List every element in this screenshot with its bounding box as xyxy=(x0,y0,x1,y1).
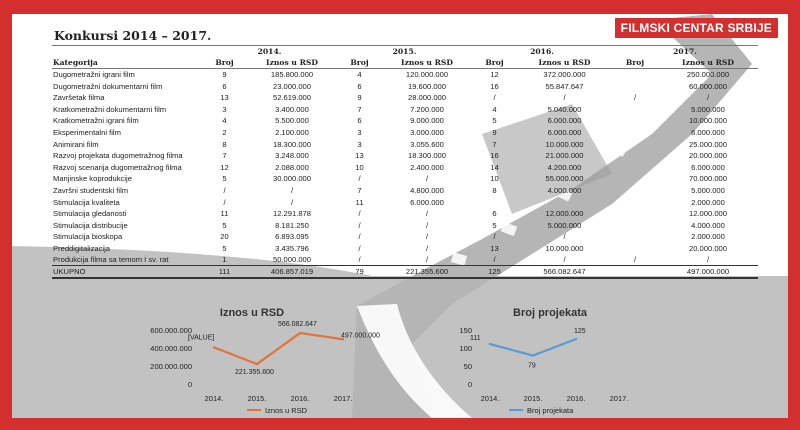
cell-iznos: 6.000.000 xyxy=(691,127,725,137)
cell-broj: / xyxy=(493,232,496,242)
cell-iznos: 23.000.000 xyxy=(272,81,311,91)
cell-iznos: 28.000.000 xyxy=(407,93,446,103)
cell-broj: 3 xyxy=(222,104,227,114)
cell-iznos: 7.200.000 xyxy=(410,104,444,114)
table-row xyxy=(52,161,758,173)
category-name: Razvoj scenarija dugometražnog filma xyxy=(53,162,182,172)
cell-iznos: 20.000.000 xyxy=(688,151,727,161)
data-point xyxy=(213,346,215,348)
cell-broj: 6 xyxy=(357,116,362,126)
header-iznos: Iznos u RSD xyxy=(517,57,612,69)
cell-iznos: / xyxy=(425,243,429,253)
header-broj: Broj xyxy=(472,57,517,69)
data-label: 125 xyxy=(574,328,586,335)
y-tick-label: 0 xyxy=(467,380,472,389)
cell-iznos: 5.000.000 xyxy=(691,185,725,195)
cell-broj: 7 xyxy=(492,139,497,149)
cell-iznos: 3.248.000 xyxy=(275,151,309,161)
cell-broj xyxy=(612,185,658,197)
charts-area xyxy=(12,302,788,418)
cell-broj: 11 xyxy=(220,209,229,219)
y-tick-label: 0 xyxy=(187,380,192,389)
x-tick-label: 2016. xyxy=(290,394,310,403)
legend-label: Iznos u RSD xyxy=(265,406,308,415)
data-label: 111 xyxy=(470,335,481,343)
cell-broj: 5 xyxy=(222,220,227,230)
table-row xyxy=(52,115,758,127)
cell-broj: 4 xyxy=(222,116,227,126)
cell-iznos: 20.000.000 xyxy=(688,243,727,253)
category-name: Stimulacija bioskopa xyxy=(53,232,123,242)
cell-broj: 9 xyxy=(357,93,362,103)
column-header-row xyxy=(52,57,758,69)
cell-broj: / xyxy=(223,185,226,195)
cell-iznos: / xyxy=(290,197,294,207)
cell-iznos: 9.000.000 xyxy=(410,116,444,126)
cell-iznos: / xyxy=(425,209,429,219)
category-name: Završetak filma xyxy=(53,93,105,103)
cell-broj: / xyxy=(493,93,496,103)
cell-iznos: 10.000.000 xyxy=(545,139,584,149)
cell-iznos: / xyxy=(425,255,429,265)
cell-iznos: 6.000.000 xyxy=(547,116,582,126)
year-header-2016: 2016. xyxy=(472,46,612,58)
cell-broj: 5 xyxy=(492,220,497,230)
table-row xyxy=(52,127,758,139)
table-row xyxy=(52,243,758,255)
cell-broj xyxy=(612,231,658,243)
cell-iznos: 18.300.000 xyxy=(407,151,446,161)
cell-iznos: 19.600.000 xyxy=(407,81,446,91)
x-tick-label: 2014. xyxy=(204,394,224,403)
series-line xyxy=(214,333,343,364)
cell-iznos: 55.000.000 xyxy=(545,174,584,184)
cell-broj xyxy=(472,196,517,208)
cell-iznos: 2.100.000 xyxy=(275,127,309,137)
cell-iznos: 2.000.000 xyxy=(691,232,725,242)
cell-iznos: 10.000.000 xyxy=(545,243,584,253)
cell-broj: 7 xyxy=(222,151,227,161)
year-header-row xyxy=(52,46,758,58)
cell-iznos: 185.800.000 xyxy=(270,70,314,80)
total-label: UKUPNO xyxy=(52,266,202,279)
category-name: Stimulacija kvaliteta xyxy=(53,197,120,207)
cell-iznos: 5.040.000 xyxy=(547,104,582,114)
table-row xyxy=(52,196,758,208)
x-tick-label: 2014. xyxy=(480,394,500,403)
x-tick-label: 2017. xyxy=(333,394,353,403)
category-name: Stimulacija distribucije xyxy=(53,220,128,230)
cell-iznos: 4.000.000 xyxy=(691,220,725,230)
brand-logo: FILMSKI CENTAR SRBIJE xyxy=(615,18,778,38)
cell-broj xyxy=(612,115,658,127)
cell-broj: 7 xyxy=(357,104,362,114)
cell-iznos: / xyxy=(563,232,566,242)
header-iznos: Iznos u RSD xyxy=(247,57,337,69)
cell-broj: 4 xyxy=(492,104,497,114)
data-point xyxy=(256,363,258,365)
cell-broj xyxy=(612,208,658,220)
cell-iznos: 10.000.000 xyxy=(688,116,727,126)
data-label: 79 xyxy=(528,362,536,370)
cell-broj: / xyxy=(223,197,226,207)
cell-broj: 4 xyxy=(357,70,362,80)
cell-iznos: 4.000.000 xyxy=(547,185,582,195)
cell-broj: 12 xyxy=(220,162,229,172)
data-label: 221.355.600 xyxy=(235,369,274,377)
cell-broj: 20 xyxy=(220,232,229,242)
cell-iznos: 3.400.000 xyxy=(275,104,309,114)
table-row xyxy=(52,173,758,185)
cell-broj: 8 xyxy=(222,139,227,149)
cell-iznos: 4.800.000 xyxy=(410,185,444,195)
cell-broj: / xyxy=(358,174,361,184)
cell-broj xyxy=(612,196,658,208)
cell-broj: / xyxy=(358,255,361,265)
cell-iznos: 60.000.000 xyxy=(688,81,727,91)
year-header-2015: 2015. xyxy=(337,46,472,58)
cell-iznos: 30.000.000 xyxy=(272,174,311,184)
cell-broj: 5 xyxy=(222,174,227,184)
cell-broj: 8 xyxy=(492,185,497,195)
cell-broj: 125 xyxy=(472,266,517,279)
cell-broj xyxy=(612,266,658,279)
data-point xyxy=(299,332,301,334)
header-iznos: Iznos u RSD xyxy=(658,57,758,69)
cell-broj xyxy=(612,161,658,173)
header-kategorija: Kategorija xyxy=(52,57,202,69)
category-name: Stimulacija gledanosti xyxy=(53,209,127,219)
page-title: Konkursi 2014 – 2017. xyxy=(54,28,212,43)
cell-iznos: 6.000.000 xyxy=(547,127,582,137)
cell-iznos: 3.055.600 xyxy=(410,139,444,149)
cell-broj: 13 xyxy=(490,243,499,253)
cell-iznos: 2.000.000 xyxy=(691,197,725,207)
category-name: Eksperimentalni film xyxy=(53,127,121,137)
header-iznos: Iznos u RSD xyxy=(382,57,472,69)
cell-iznos: 2.400.000 xyxy=(410,162,444,172)
data-label: 497.000.000 xyxy=(341,332,380,340)
series-line xyxy=(490,339,576,356)
category-name: Dugometražni igrani film xyxy=(53,70,135,80)
cell-iznos: 70.000.000 xyxy=(688,174,727,184)
cell-iznos: 52.619.000 xyxy=(272,93,311,103)
cell-broj: / xyxy=(633,255,637,265)
header-broj: Broj xyxy=(612,57,658,69)
category-name: Kratkometražni dokumentarni film xyxy=(53,104,167,114)
cell-broj: 6 xyxy=(357,81,362,91)
cell-iznos: / xyxy=(563,93,566,103)
data-point xyxy=(575,338,577,340)
category-name: Kratkometražni igrani film xyxy=(53,116,139,126)
table-row xyxy=(52,92,758,104)
data-point xyxy=(532,354,534,356)
x-tick-label: 2017. xyxy=(609,394,629,403)
category-name: Produkcija filma sa temom I sv. rat xyxy=(53,255,169,265)
cell-iznos: 372.000.000 xyxy=(543,70,586,80)
header-broj: Broj xyxy=(337,57,382,69)
cell-iznos: 55.847.647 xyxy=(545,81,584,91)
cell-iznos: 3.000.000 xyxy=(410,127,444,137)
category-name: Dugometražni dokumentarni film xyxy=(53,81,163,91)
y-tick-label: 400.000.000 xyxy=(150,344,192,353)
cell-broj: 79 xyxy=(337,266,382,279)
table-row xyxy=(52,103,758,115)
chart-title: Iznos u RSD xyxy=(219,307,285,319)
cell-broj: 6 xyxy=(222,81,227,91)
cell-iznos: 5.500.000 xyxy=(275,116,309,126)
cell-broj: 5 xyxy=(492,116,497,126)
category-name: Završni studentski film xyxy=(53,185,129,195)
cell-iznos: 6.000.000 xyxy=(691,162,725,172)
year-header-2017: 2017. xyxy=(612,46,758,58)
cell-broj xyxy=(612,173,658,185)
cell-broj: 12 xyxy=(490,70,499,80)
cell-broj xyxy=(612,80,658,92)
category-name: Animirani film xyxy=(53,139,99,149)
cell-iznos xyxy=(517,196,612,208)
cell-iznos: 4.200.000 xyxy=(547,162,582,172)
cell-iznos: 250.000.000 xyxy=(686,70,730,80)
y-tick-label: 100 xyxy=(459,344,472,353)
cell-broj: 11 xyxy=(355,197,364,207)
cell-iznos: / xyxy=(706,255,710,265)
x-tick-label: 2015. xyxy=(523,394,543,403)
cell-iznos: 5.000.000 xyxy=(547,220,582,230)
cell-broj: / xyxy=(358,220,361,230)
cell-broj xyxy=(612,103,658,115)
header-broj: Broj xyxy=(202,57,247,69)
cell-iznos: / xyxy=(425,232,429,242)
cell-iznos: 50.000.000 xyxy=(272,255,311,265)
cell-broj: 3 xyxy=(357,127,362,137)
table-row xyxy=(52,80,758,92)
cell-iznos: 12.000.000 xyxy=(688,209,727,219)
table-row xyxy=(52,138,758,150)
category-name: Preddigitalizacija xyxy=(53,243,110,253)
cell-broj: 10 xyxy=(355,162,364,172)
data-point xyxy=(489,343,491,345)
cell-broj: 13 xyxy=(220,93,229,103)
cell-broj: 14 xyxy=(490,162,499,172)
cell-broj: 6 xyxy=(492,209,497,219)
cell-iznos: 18.300.000 xyxy=(272,139,311,149)
cell-iznos: 6.893.095 xyxy=(275,232,309,242)
cell-iznos: / xyxy=(290,185,294,195)
cell-broj: 111 xyxy=(202,266,247,279)
cell-broj: / xyxy=(358,209,361,219)
cell-broj xyxy=(612,127,658,139)
cell-iznos: / xyxy=(706,93,710,103)
cell-iznos: 3.435.796 xyxy=(275,243,309,253)
legend-label: Broj projekata xyxy=(527,406,574,415)
table-row xyxy=(52,231,758,243)
cell-broj: 10 xyxy=(490,174,499,184)
category-name: Manjinske koprodukcije xyxy=(53,174,132,184)
konkursi-table xyxy=(52,45,758,279)
x-tick-label: 2016. xyxy=(566,394,586,403)
y-tick-label: 50 xyxy=(463,362,472,371)
year-header-2014: 2014. xyxy=(202,46,337,58)
y-tick-label: 600.000.000 xyxy=(150,326,192,335)
cell-broj: 13 xyxy=(355,151,364,161)
total-row xyxy=(52,266,758,279)
cell-broj: 7 xyxy=(357,185,362,195)
cell-broj xyxy=(612,138,658,150)
cell-broj: 5 xyxy=(222,243,227,253)
y-tick-label: 150 xyxy=(459,326,472,335)
cell-iznos: / xyxy=(563,255,566,265)
cell-broj xyxy=(612,150,658,162)
table-row xyxy=(52,208,758,220)
table-row xyxy=(52,219,758,231)
cell-iznos: 21.000.000 xyxy=(545,151,584,161)
cell-broj: 9 xyxy=(222,70,227,80)
cell-broj: / xyxy=(633,93,637,103)
cell-iznos: 566.082.647 xyxy=(517,266,612,279)
cell-broj: / xyxy=(358,243,361,253)
table-row xyxy=(52,185,758,197)
table-row xyxy=(52,254,758,266)
slide-frame xyxy=(12,14,788,418)
cell-iznos: 221.355.600 xyxy=(382,266,472,279)
cell-broj: 9 xyxy=(492,127,497,137)
category-name: Razvoj projekata dugometražnog filma xyxy=(53,151,183,161)
cell-iznos: 6.000.000 xyxy=(410,197,444,207)
cell-broj: 1 xyxy=(222,255,227,265)
cell-broj xyxy=(612,243,658,255)
cell-iznos: / xyxy=(425,174,429,184)
cell-iznos: 8.181.250 xyxy=(275,220,309,230)
cell-iznos: 12.000.000 xyxy=(545,209,584,219)
table-row xyxy=(52,69,758,81)
cell-iznos: / xyxy=(425,220,429,230)
cell-broj: / xyxy=(358,232,361,242)
cell-broj: 2 xyxy=(222,127,227,137)
cell-iznos: 12.291.878 xyxy=(272,209,311,219)
cell-broj: 16 xyxy=(490,151,499,161)
cell-iznos: 5.000.000 xyxy=(691,104,725,114)
cell-iznos: 25.000.000 xyxy=(688,139,727,149)
cell-broj xyxy=(612,69,658,81)
cell-broj: 16 xyxy=(490,81,499,91)
cell-iznos: 406.857.019 xyxy=(247,266,337,279)
cell-iznos: 120.000.000 xyxy=(405,70,449,80)
data-label: [VALUE] xyxy=(188,334,215,342)
cell-broj: / xyxy=(493,255,496,265)
cell-iznos: 497.000.000 xyxy=(658,266,758,279)
y-tick-label: 200.000.000 xyxy=(150,362,192,371)
x-tick-label: 2015. xyxy=(247,394,267,403)
cell-broj: 3 xyxy=(357,139,362,149)
cell-iznos: 2.088.000 xyxy=(275,162,309,172)
table-row xyxy=(52,150,758,162)
cell-broj xyxy=(612,219,658,231)
chart-title: Broj projekata xyxy=(513,307,587,319)
data-label: 566.082.647 xyxy=(278,321,317,329)
